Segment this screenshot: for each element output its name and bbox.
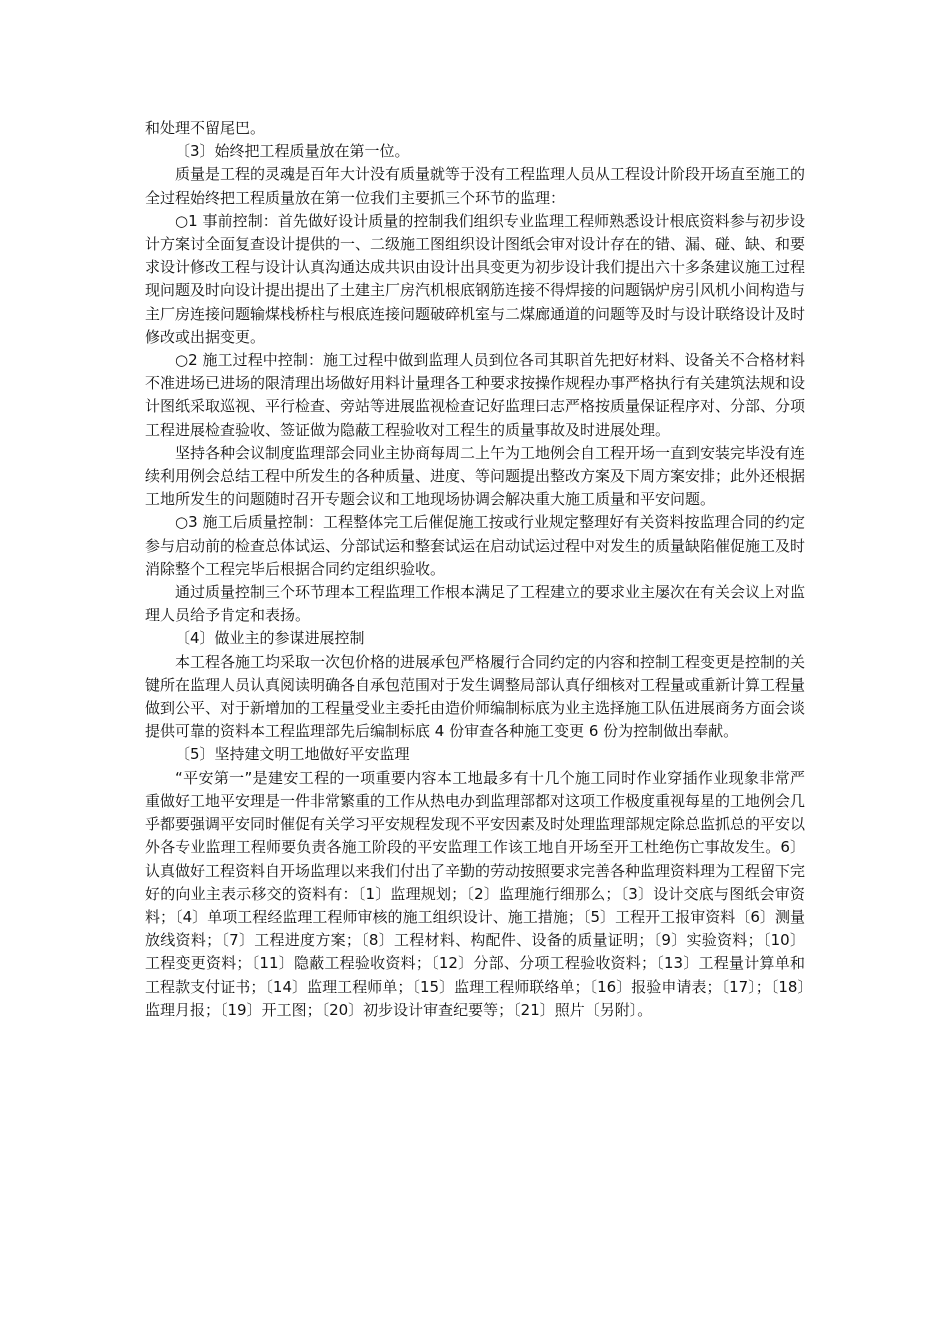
paragraph: 通过质量控制三个环节理本工程监理工作根本满足了工程建立的要求业主屡次在有关会议上对监理人员给予肯定和表扬。 <box>145 583 806 625</box>
paragraph: 本工程各施工均采取一次包价格的进展承包严格履行合同约定的内容和控制工程变更是控制的关键所在监理人员认真阅读明确各自承包范围对于发生调整局部认真仔细核对工程量或重新计算工程量做到公平、对于新增加的工程量受业主委托由造价师编制标底为业主选择施工队伍进展商务方面会谈提供可靠的资料本工程监理部先后编制标底 4 份审查各种施工变更 6 份为控制做出奉献。 <box>145 652 806 741</box>
paragraph-pre-control: ○1 事前控制：首先做好设计质量的控制我们组织专业监理工程师熟悉设计根底资料参与初步设计方案讨全面复查设计提供的一、二级施工图组织设计图纸会审对设计存在的错、漏、碰、缺、和要求设计修改工程与设计认真沟通达成共识由设计出具变更为初步设计我们提出六十多条建议施工过程现问题及时向设计提出提出了土建主厂房汽机根底钢筋连接不得焊接的问题锅炉房引风机小间构造与主厂房连接问题输煤栈桥柱与根底连接问题破碎机室与二煤廊通道的问题等及时与设计联络设计及时修改或出据变更。 <box>145 211 806 346</box>
paragraph: 坚持各种会议制度监理部会同业主协商每周二上午为工地例会自工程开场一直到安装完毕没有连续利用例会总结工程中所发生的各种质量、进度、等问题提出整改方案及下周方案安排；此外还根据工地所发生的问题随时召开专题会议和工地现场协调会解决重大施工质量和平安问题。 <box>145 443 806 509</box>
section-heading-3: 〔3〕始终把工程质量放在第一位。 <box>175 142 410 161</box>
document-body <box>145 117 805 1022</box>
section-heading-4: 〔4〕做业主的参谋进展控制 <box>175 629 365 648</box>
paragraph-safety: “平安第一”是建安工程的一项重要内容本工地最多有十几个施工同时作业穿插作业现象非常严重做好工地平安理是一件非常繁重的工作从热电办到监理部都对这项工作极度重视每星的工地例会几乎都要强调平安同时催促有关学习平安规程发现不平安因素及时处理监理部规定除总监抓总的平安以外各专业监理工程师要负责各施工阶段的平安监理工作该工地自开场至开工杜绝伤亡事故发生。6〕认真做好工程资料自开场监理以来我们付出了辛勤的劳动按照要求完善各种监理资料理为工程留下完好的向业主表示移交的资料有：〔1〕监理规划；〔2〕监理施行细那么；〔3〕设计交底与图纸会审资料；〔4〕单项工程经监理工程师审核的施工组织设计、施工措施；〔5〕工程开工报审资料〔6〕测量放线资料；〔7〕工程进度方案；〔8〕工程材料、构配件、设备的质量证明；〔9〕实验资料；〔10〕工程变更资料；〔11〕隐蔽工程验收资料；〔12〕分部、分项工程验收资料；〔13〕工程量计算单和工程款支付证书；〔14〕监理工程师单；〔15〕监理工程师联络单；〔16〕报验申请表；〔17〕；〔18〕监理月报；〔19〕开工图；〔20〕初步设计审查纪要等；〔21〕照片〔另附〕。 <box>145 768 806 1019</box>
paragraph-in-process-control: ○2 施工过程中控制：施工过程中做到监理人员到位各司其职首先把好材料、设备关不合格材料不准进场已进场的限清理出场做好用料计量理各工种要求按操作规程办事严格执行有关建筑法规和设计图纸采取巡视、平行检查、旁站等进展监视检查记好监理曰志严格按质量保证程序对、分部、分项工程进展检查验收、签证做为隐蔽工程验收对工程生的质量事故及时进展处理。 <box>145 351 806 439</box>
paragraph-post-control: ○3 施工后质量控制：工程整体完工后催促施工按或行业规定整理好有关资料按监理合同的约定参与启动前的检查总体试运、分部试运和整套试运在启动试运过程中对发生的质量缺陷催促施工及时消除整个工程完毕后根据合同约定组织验收。 <box>145 513 806 578</box>
paragraph: 和处理不留尾巴。 <box>145 119 266 137</box>
paragraph: 质量是工程的灵魂是百年大计没有质量就等于没有工程监理人员从工程设计阶段开场直至施工的全过程始终把工程质量放在第一位我们主要抓三个环节的监理： <box>145 165 806 207</box>
section-heading-5: 〔5〕坚持建文明工地做好平安监理 <box>175 745 410 764</box>
